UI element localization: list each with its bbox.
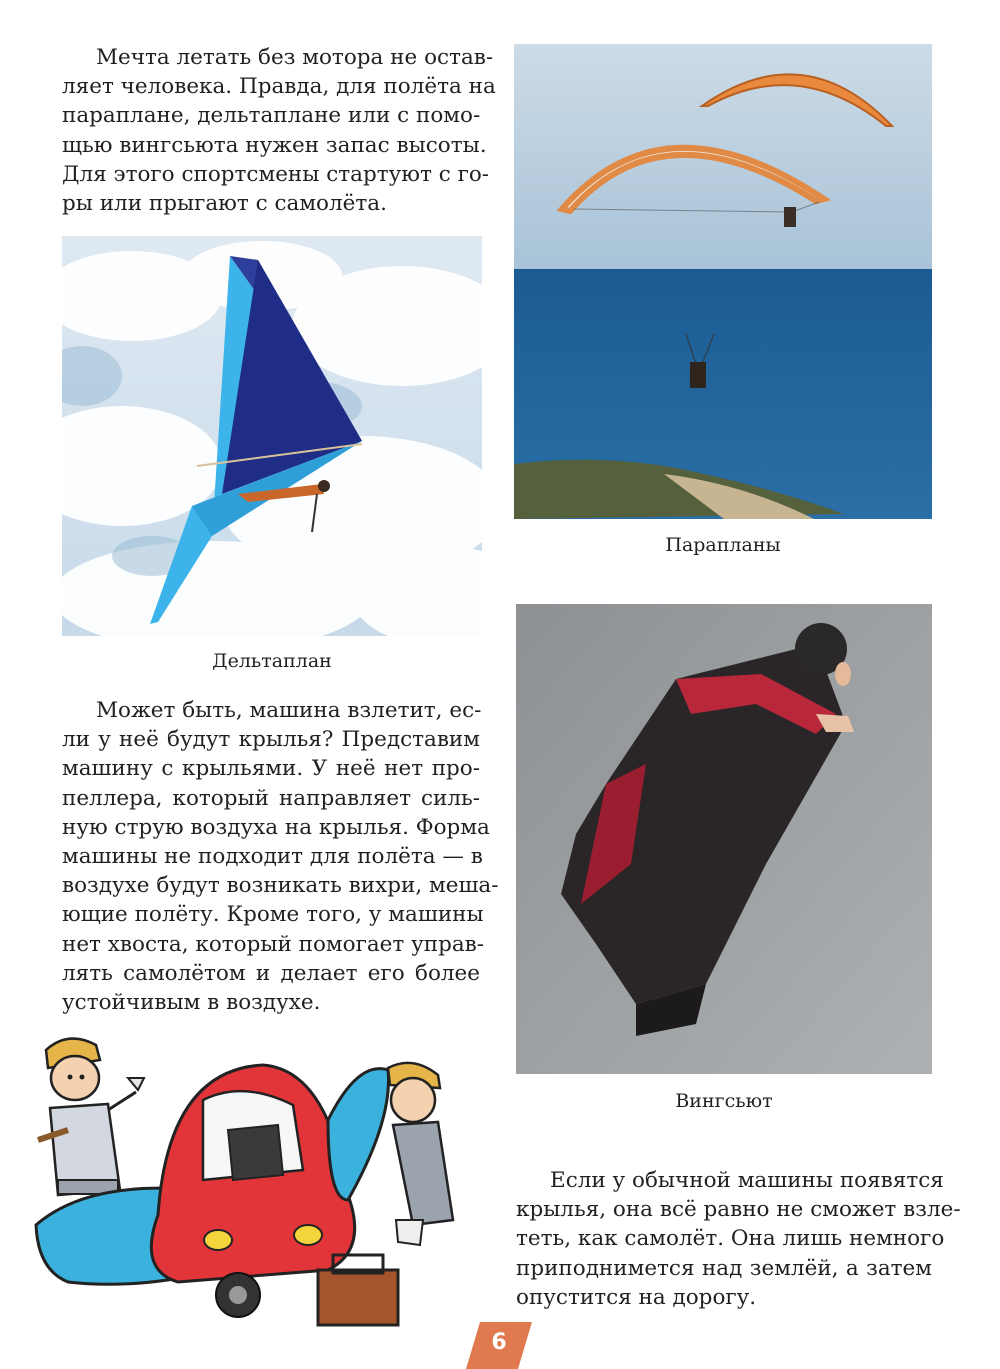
- wingsuit-photo: [516, 604, 932, 1074]
- wings-paragraph: [62, 696, 499, 1017]
- wings-line: устойчивым в воздухе.: [62, 990, 321, 1016]
- page-number: 6: [491, 1330, 507, 1355]
- wings-line: лять самолётом и делает его более: [62, 960, 480, 986]
- wingsuit-caption: Вингсьют: [675, 1090, 773, 1112]
- mechanic-right: [388, 1063, 453, 1245]
- intro-line: ляет человека. Правда, для полёта на: [62, 74, 496, 100]
- conclusion-line: опустится на дорогу.: [516, 1284, 757, 1310]
- wings-line: машины не подходит для полёта — в: [62, 844, 483, 870]
- winged-car-illustration: [28, 1030, 468, 1340]
- intro-line: параплане, дельтаплане или с помо-: [62, 103, 481, 129]
- wings-line: ную струю воздуха на крылья. Форма: [62, 814, 490, 840]
- wings-line: Может быть, машина взлетит, ес-: [96, 698, 482, 723]
- wings-line: воздухе будут возникать вихри, меша-: [62, 873, 499, 899]
- conclusion-line: теть, как самолёт. Она лишь немного: [516, 1226, 945, 1252]
- page-number-badge: [466, 1322, 532, 1369]
- hang-glider-caption: Дельтаплан: [212, 650, 332, 672]
- mechanic-left: [38, 1039, 144, 1195]
- intro-line: щью вингсьюта нужен запас высоты.: [62, 132, 487, 158]
- intro-line: Мечта летать без мотора не остав-: [96, 45, 494, 70]
- hang-glider-photo: [62, 236, 482, 636]
- conclusion-line: приподнимется над землёй, а затем: [516, 1255, 932, 1281]
- wings-line: нет хвоста, который помогает управ-: [62, 931, 485, 957]
- wings-line: машину с крыльями. У неё нет про-: [62, 756, 480, 782]
- conclusion-line: Если у обычной машины появятся: [550, 1168, 944, 1193]
- wings-line: пеллера, который направляет силь-: [62, 785, 480, 811]
- wings-line: ли у неё будут крылья? Представим: [62, 727, 480, 753]
- wings-line: ющие полёту. Кроме того, у машины: [62, 902, 484, 928]
- paragliders-photo: [514, 44, 932, 519]
- conclusion-paragraph: [516, 1166, 961, 1312]
- paragliders-caption: Парапланы: [665, 534, 781, 556]
- intro-line: ры или прыгают с самолёта.: [62, 191, 387, 217]
- conclusion-line: крылья, она всё равно не сможет взле-: [516, 1197, 961, 1223]
- intro-paragraph: [62, 43, 496, 218]
- intro-line: Для этого спортсмены стартуют с го-: [62, 161, 490, 187]
